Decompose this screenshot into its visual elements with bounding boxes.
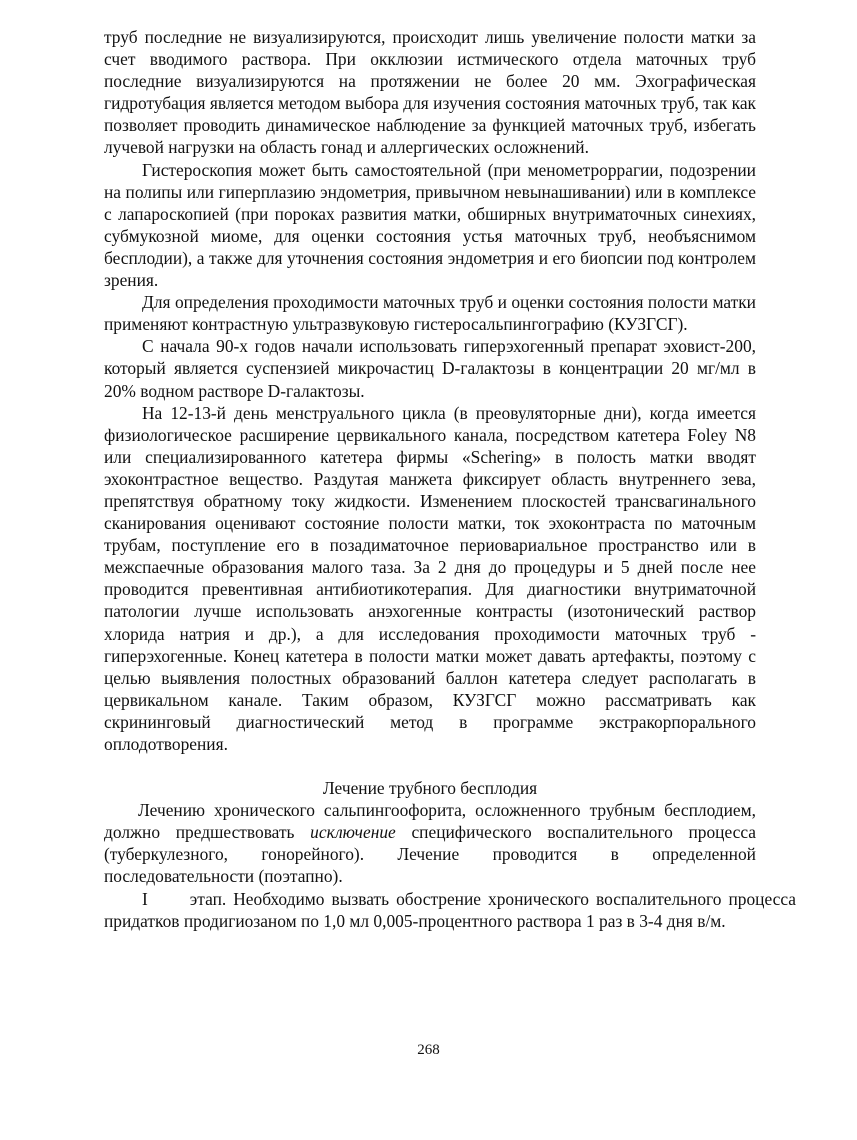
treatment-intro-start: Лечению хронического сальпингоофорита, осложненного трубным бесплодием, должно предшествовать: [104, 800, 756, 843]
paragraph-hysteroscopy: Гистероскопия может быть самостоятельной (при менометроррагии, подозрении на полипы или гиперплазию эндометрия, привычном невынашивании) или в комплексе с лапароскопией (при пороках развития матки, обширных внутриматочных синехиях, субмукозной миоме, для оценки состояния устья маточных труб, необъяснимом бесплодии), а также для уточнения состояния эндометрия и его биопсии под контролем зрения.: [104, 159, 756, 291]
treatment-intro-emphasis: исключение: [310, 822, 396, 843]
page-number: 268: [417, 1042, 440, 1058]
section-heading: Лечение трубного бесплодия: [322, 778, 538, 799]
paragraph-fallopian-visualization: труб последние не визуализируются, происходит лишь увеличение полости матки за счет вводимого раствора. При окклюзии истмического отдела маточных труб последние визуализируются на протяжении не более 20 мм. Эхографическая гидротубация является методом выбора для изучения состояния маточных труб, так как позволяет проводить динамическое наблюдение за функцией маточных труб, избегать лучевой нагрузки на область гонад и аллергических осложнений.: [104, 27, 756, 158]
paragraph-echovist: С начала 90-х годов начали использовать гиперэхогенный препарат эховист-200, который является суспензией микрочастиц D-галактозы в концентрации 20 мг/мл в 20% водном растворе D-галактозы.: [104, 336, 756, 401]
stage-text: этап. Необходимо вызвать обострение хронического воспалительного процесса придатков продигиозаном по 1,0 мл 0,005-процентного раствора 1 раз в 3-4 дня в/м.: [104, 888, 796, 931]
paragraph-procedure: На 12-13-й день менструального цикла (в преовуляторные дни), когда имеется физиологическое расширение цервикального канала, посредством катетера Foley N8 или специализированного катетера фирмы «Schering» в полость матки вводят эхоконтрастное вещество. Раздутая манжета фиксирует область внутреннего зева, препятствуя обратному току жидкости. Изменением плоскостей трансвагинального сканирования оценивают состояние полости матки, ток эхоконтраста по маточным трубам, поступление его в позадиматочное периовариальное пространство или в межспаечные образования малого таза. За 2 дня до процедуры и 5 дней после нее проводится превентивная антибиотикотерапия. Для диагностики внутриматочной патологии лучше использовать анэхогенные контрасты (изотонический раствор хлорида натрия и др.), а для исследования проходимости маточных труб - гиперэхогенные. Конец катетера в полости матки может давать артефакты, поэтому с целью выявления полостных образований баллон катетера следует располагать в цервикальном канале. Таким образом, КУЗГСГ можно рассматривать как скрининговый диагностический метод в программе экстракорпорального оплодотворения.: [104, 402, 756, 754]
document-page: [104, 26, 796, 932]
stage-label: I: [142, 888, 148, 909]
paragraph-treatment-intro: [104, 799, 756, 887]
treatment-intro-end: специфического воспалительного процесса (туберкулезного, гонорейного). Лечение проводится в определенной последовательности (поэтапно).: [104, 822, 756, 887]
paragraph-stage-one: [104, 888, 796, 932]
paragraph-contrast-hsg: Для определения проходимости маточных труб и оценки состояния полости матки применяют контрастную ультразвуковую гистеросальпингографию (КУЗГСГ).: [104, 292, 756, 335]
